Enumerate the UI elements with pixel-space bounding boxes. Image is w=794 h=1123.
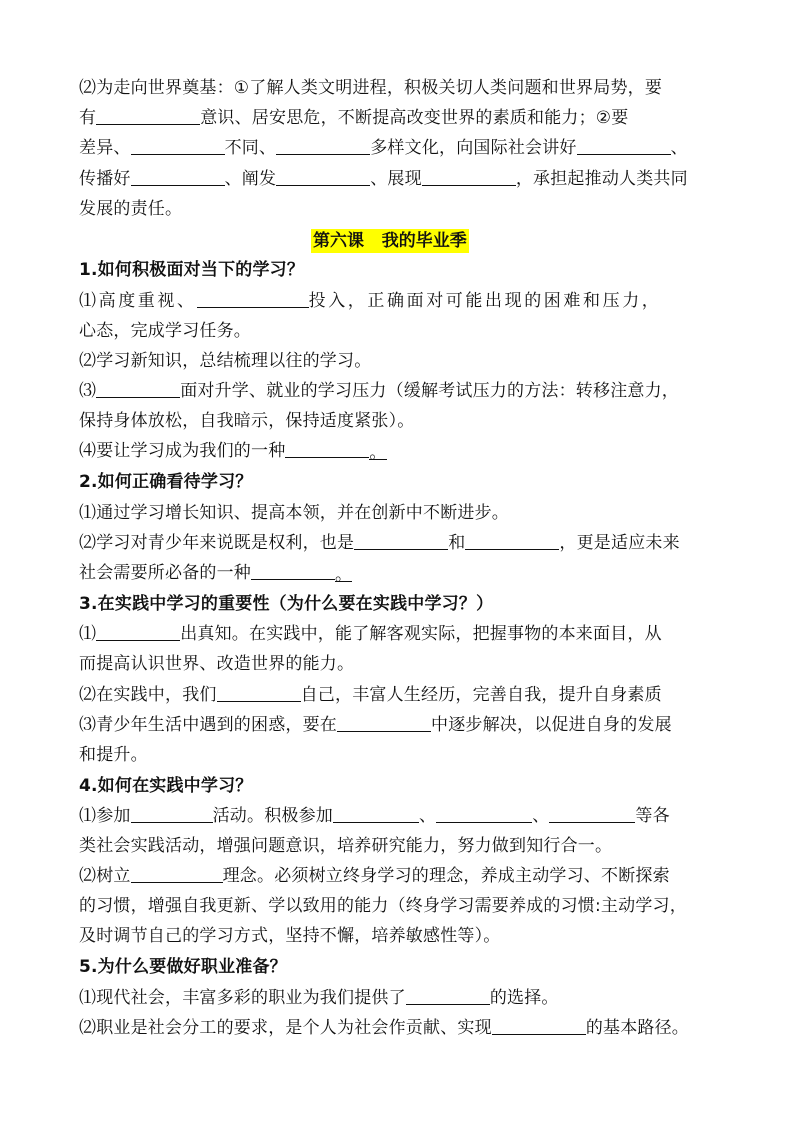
fill-blank[interactable] [96, 381, 180, 398]
text: 等各 [635, 806, 670, 826]
q1-point-3 [79, 381, 724, 401]
text: 的选择。 [489, 988, 559, 1008]
text: 的基本路径。 [585, 1018, 690, 1038]
q4-point-2-cont: 的习惯，增强自我更新、学以致用的能力（终身学习需要养成的习惯:主动学习， [79, 896, 687, 916]
fill-blank[interactable] [406, 988, 490, 1005]
text: 面对升学、就业的学习压力（缓解考试压力的方法：转移注意力， [180, 381, 680, 401]
q5-point-1 [79, 988, 724, 1008]
text: ⑵学习对青少年来说既是权利，也是 [79, 533, 355, 553]
q3-point-1-cont: 而提高认识世界、改造世界的能力。 [79, 654, 355, 674]
fill-blank[interactable] [131, 866, 223, 883]
text: 、 [670, 138, 688, 158]
fill-blank[interactable] [549, 806, 635, 823]
intro-line-1: ⑵为走向世界奠基：①了解人类文明进程，积极关切人类问题和世界局势，要 [79, 78, 663, 98]
text: ⑶ [79, 381, 97, 401]
q1-point-2: ⑵学习新知识，总结梳理以往的学习。 [79, 351, 372, 371]
text: 理念。必须树立终身学习的理念，养成主动学习、不断探索 [222, 866, 670, 886]
question-4-title: 4.如何在实践中学习？ [79, 776, 253, 796]
fill-blank[interactable] [436, 806, 532, 823]
q3-point-2 [79, 685, 724, 705]
text: 出真知。在实践中，能了解客观实际，把握事物的本来面目，从 [180, 624, 662, 644]
fill-blank[interactable] [131, 169, 225, 186]
text: 社会需要所必备的一种 [79, 563, 251, 583]
text: 。 [369, 443, 387, 463]
text: ⑷要让学习成为我们的一种 [79, 441, 286, 461]
lesson-title: 第六课 我的毕业季 [313, 231, 467, 251]
intro-line-2 [79, 108, 724, 128]
question-5-title: 5.为什么要做好职业准备？ [79, 957, 287, 977]
fill-blank[interactable] [333, 806, 419, 823]
intro-line-5: 发展的责任。 [79, 199, 183, 219]
text: ⑴现代社会，丰富多彩的职业为我们提供了 [79, 988, 406, 1008]
text: 投入，正确面对可能出现的困难和压力， [308, 291, 662, 311]
text: ⑵在实践中，我们 [79, 685, 217, 705]
q3-point-1 [79, 624, 724, 644]
text: ⑶青少年生活中遇到的困惑，要在 [79, 715, 337, 735]
fill-blank[interactable] [197, 291, 309, 308]
q1-point-4 [79, 441, 724, 461]
text: ⑴ [79, 624, 97, 644]
fill-blank[interactable] [577, 138, 671, 155]
text: 、 [419, 806, 437, 826]
text: 。 [335, 565, 353, 585]
fill-blank[interactable] [251, 563, 335, 580]
q3-point-3 [79, 715, 724, 735]
text: ⑵树立 [79, 866, 131, 886]
text: 和 [448, 533, 466, 553]
fill-blank[interactable] [276, 138, 370, 155]
text: 活动。积极参加 [212, 806, 334, 826]
fill-blank[interactable] [217, 685, 301, 702]
fill-blank[interactable] [354, 533, 448, 550]
fill-blank[interactable] [96, 624, 180, 641]
question-1-title: 1.如何积极面对当下的学习？ [79, 260, 305, 280]
fill-blank[interactable] [276, 169, 370, 186]
q2-point-2 [79, 533, 724, 553]
q4-point-1-cont: 类社会实践活动，增强问题意识，培养研究能力，努力做到知行合一。 [79, 836, 613, 856]
fill-blank[interactable] [337, 715, 431, 732]
q5-point-2 [79, 1018, 724, 1038]
q1-point-1-cont: 心态，完成学习任务。 [79, 321, 251, 341]
text: ⑵职业是社会分工的要求，是个人为社会作贡献、实现 [79, 1018, 492, 1038]
text: 多样文化，向国际社会讲好 [370, 138, 577, 158]
fill-blank[interactable] [422, 169, 516, 186]
text: 自己，丰富人生经历，完善自我，提升自身素质 [300, 685, 662, 705]
fill-blank[interactable] [492, 1018, 586, 1035]
text: ⑴高度重视、 [79, 291, 197, 311]
text: 、 [532, 806, 550, 826]
q3-point-3-cont: 和提升。 [79, 745, 148, 765]
text: ，承担起推动人类共同 [515, 169, 688, 189]
fill-blank[interactable] [131, 138, 225, 155]
text: 不同、 [224, 138, 277, 158]
fill-blank[interactable] [131, 806, 213, 823]
intro-line-4 [79, 169, 724, 189]
fill-blank[interactable] [285, 441, 369, 458]
fill-blank[interactable] [465, 533, 559, 550]
fill-blank[interactable] [96, 108, 200, 125]
text: 、展现 [370, 169, 422, 189]
text: 意识、居安思危，不断提高改变世界的素质和能力；②要 [200, 108, 629, 128]
text: 有 [79, 108, 97, 128]
question-3-title: 3.在实践中学习的重要性（为什么要在实践中学习？） [79, 594, 494, 614]
q2-point-2-cont [79, 563, 724, 583]
text: ⑴参加 [79, 806, 131, 826]
q2-point-1: ⑴通过学习增长知识、提高本领，并在创新中不断进步。 [79, 503, 509, 523]
text: 、阐发 [224, 169, 277, 189]
q4-point-2-cont2: 及时调节自己的学习方式，坚持不懈，培养敏感性等）。 [79, 926, 501, 946]
q4-point-2 [79, 866, 724, 886]
q1-point-1 [79, 291, 724, 311]
q1-point-3-cont: 保持身体放松，自我暗示，保持适度紧张）。 [79, 411, 415, 431]
text: ，更是适应未来 [559, 533, 680, 553]
q4-point-1 [79, 806, 724, 826]
question-2-title: 2.如何正确看待学习？ [79, 472, 253, 492]
text: 中逐步解决，以促进自身的发展 [431, 715, 672, 735]
text: 差异、 [79, 138, 131, 158]
text: 传播好 [79, 169, 131, 189]
intro-line-3 [79, 138, 724, 158]
